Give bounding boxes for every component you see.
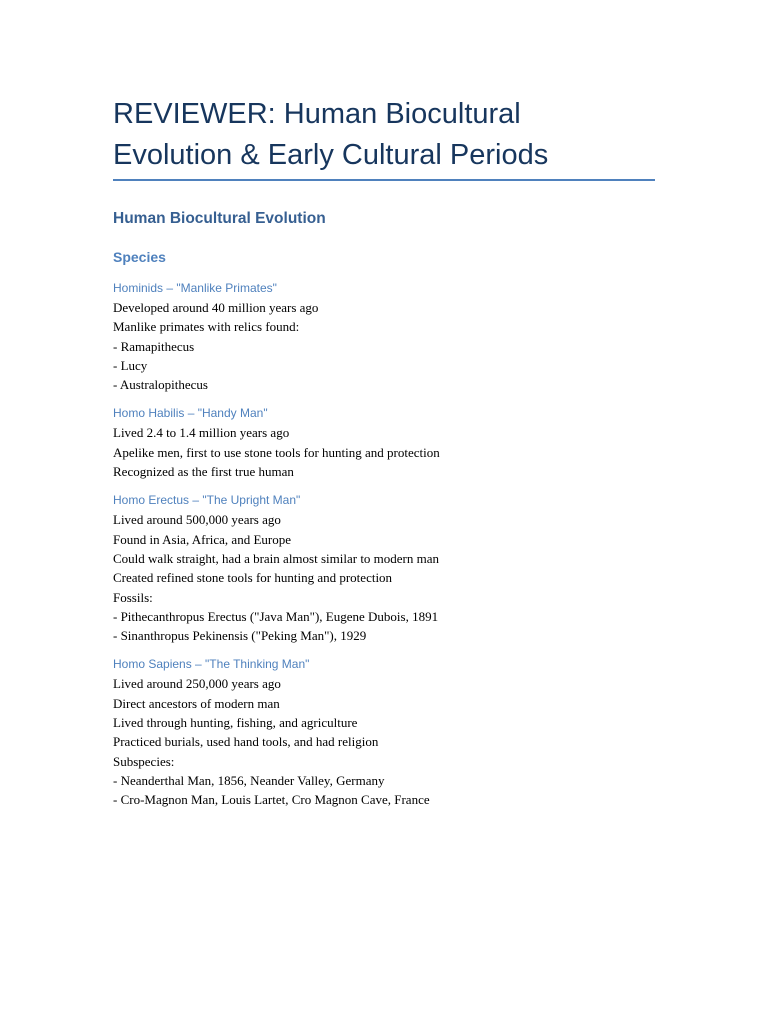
body-text-line: Lived through hunting, fishing, and agriculture bbox=[113, 715, 358, 731]
body-text-line: - Cro-Magnon Man, Louis Lartet, Cro Magnon Cave, France bbox=[113, 792, 430, 808]
species-heading: Hominids – "Manlike Primates" bbox=[113, 281, 277, 295]
body-text-line: Found in Asia, Africa, and Europe bbox=[113, 531, 291, 547]
body-text-line: Developed around 40 million years ago bbox=[113, 300, 319, 315]
title-line-1: REVIEWER: Human Biocultural bbox=[113, 98, 521, 130]
species-section bbox=[113, 279, 658, 394]
species-section bbox=[113, 655, 658, 809]
species-heading: Homo Sapiens – "The Thinking Man" bbox=[113, 657, 310, 672]
body-text-line: - Ramapithecus bbox=[113, 338, 195, 354]
body-text-line: Lived 2.4 to 1.4 million years ago bbox=[113, 425, 290, 441]
document-page bbox=[113, 94, 658, 810]
body-text-line: Subspecies: bbox=[113, 753, 175, 769]
title-underline bbox=[113, 179, 655, 181]
body-text-line: Could walk straight, had a brain almost similar to modern man bbox=[113, 550, 440, 566]
body-text-line: - Sinanthropus Pekinensis ("Peking Man"), 1929 bbox=[113, 628, 367, 644]
body-text-line: - Pithecanthropus Erectus ("Java Man"), Eugene Dubois, 1891 bbox=[113, 608, 439, 624]
body-text-line: Lived around 250,000 years ago bbox=[113, 676, 281, 692]
body-text-line: Apelike men, first to use stone tools for hunting and protection bbox=[113, 444, 440, 460]
body-text-line: Recognized as the first true human bbox=[113, 464, 294, 480]
document-title bbox=[113, 94, 658, 176]
body-text-line: Manlike primates with relics found: bbox=[113, 319, 300, 335]
body-text-line: Practiced burials, used hand tools, and had religion bbox=[113, 734, 379, 750]
title-line-2: Evolution & Early Cultural Periods bbox=[113, 139, 549, 171]
species-sections bbox=[113, 279, 658, 810]
body-text-line: Created refined stone tools for hunting and protection bbox=[113, 570, 393, 586]
species-heading: Homo Erectus – "The Upright Man" bbox=[113, 493, 301, 508]
body-text-line: - Lucy bbox=[113, 357, 148, 373]
species-heading: Homo Habilis – "Handy Man" bbox=[113, 406, 268, 421]
body-text-line: - Neanderthal Man, 1856, Neander Valley, Germany bbox=[113, 772, 385, 788]
body-text-line: - Australopithecus bbox=[113, 377, 208, 393]
body-text-line: Lived around 500,000 years ago bbox=[113, 512, 281, 528]
body-text-line: Direct ancestors of modern man bbox=[113, 695, 280, 711]
species-section bbox=[113, 491, 658, 645]
species-section bbox=[113, 404, 658, 481]
heading-species: Species bbox=[113, 249, 166, 265]
heading-human-biocultural-evolution: Human Biocultural Evolution bbox=[113, 210, 326, 227]
body-text-line: Fossils: bbox=[113, 589, 153, 605]
